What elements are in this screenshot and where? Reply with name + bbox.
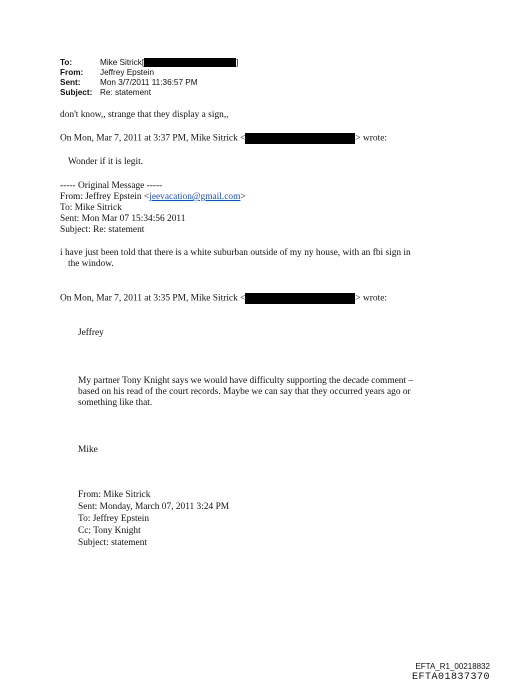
fwd-sent: Sent: Monday, March 07, 2011 3:24 PM bbox=[78, 502, 230, 512]
quote-header-1-text: On Mon, Mar 7, 2011 at 3:37 PM, Mike Sitrick < bbox=[60, 133, 246, 144]
orig-from-tail: > bbox=[240, 192, 246, 202]
email-link[interactable]: jeevacation@gmail.com bbox=[149, 192, 241, 202]
sent-label: Sent: bbox=[60, 78, 81, 87]
to-value: Mike Sitrick[ bbox=[100, 58, 145, 67]
orig-body-line-1: i have just been told that there is a white suburban outside of my ny house, with an fbi sign in bbox=[60, 248, 411, 258]
subject-label: Subject: bbox=[60, 88, 93, 97]
orig-to: To: Mike Sitrick bbox=[60, 203, 122, 213]
subject-value: Re: statement bbox=[100, 88, 151, 97]
sent-value: Mon 3/7/2011 11:36:57 PM bbox=[100, 78, 198, 87]
redaction-bar bbox=[245, 293, 355, 304]
original-message-header: ----- Original Message ----- bbox=[60, 181, 163, 191]
reply-line: don't know,, strange that they display a sign,, bbox=[60, 110, 229, 120]
fwd-from: From: Mike Sitrick bbox=[78, 490, 151, 500]
orig-sent: Sent: Mon Mar 07 15:34:56 2011 bbox=[60, 214, 186, 224]
fwd-subject: Subject: statement bbox=[78, 538, 147, 548]
document-id-2: EFTA01837370 bbox=[411, 672, 490, 683]
orig-body-line-2: the window. bbox=[68, 259, 114, 269]
quote-header-2-text: On Mon, Mar 7, 2011 at 3:35 PM, Mike Sitrick < bbox=[60, 293, 246, 304]
redaction-bar bbox=[245, 133, 355, 144]
orig-from bbox=[60, 192, 246, 204]
to-close: ] bbox=[236, 58, 239, 67]
quote-header-1-tail: > wrote: bbox=[355, 133, 387, 144]
orig-subject: Subject: Re: statement bbox=[60, 225, 145, 235]
paragraph-line-1: My partner Tony Knight says we would have difficulty supporting the decade comment – bbox=[78, 376, 414, 386]
signature: Mike bbox=[78, 445, 98, 455]
paragraph-line-3: something like that. bbox=[78, 398, 153, 408]
quote-header-2 bbox=[60, 293, 387, 305]
greeting: Jeffrey bbox=[78, 328, 104, 338]
fwd-cc: Cc: Tony Knight bbox=[78, 526, 141, 536]
paragraph-line-2: based on his read of the court records. Maybe we can say that they occurred years ago or bbox=[78, 387, 411, 397]
redaction-bar bbox=[144, 58, 239, 67]
quote-header-2-tail: > wrote: bbox=[355, 293, 387, 304]
fwd-to: To: Jeffrey Epstein bbox=[78, 514, 150, 524]
from-label: From: bbox=[60, 68, 84, 77]
document-id-1: EFTA_R1_00218832 bbox=[415, 662, 490, 671]
quote-1-text: Wonder if it is legit. bbox=[68, 157, 144, 167]
to-label: To: bbox=[60, 58, 73, 67]
from-value: Jeffrey Epstein bbox=[100, 68, 155, 77]
email-header bbox=[60, 58, 238, 98]
orig-from-text: From: Jeffrey Epstein < bbox=[60, 192, 150, 202]
quote-header-1 bbox=[60, 133, 387, 145]
